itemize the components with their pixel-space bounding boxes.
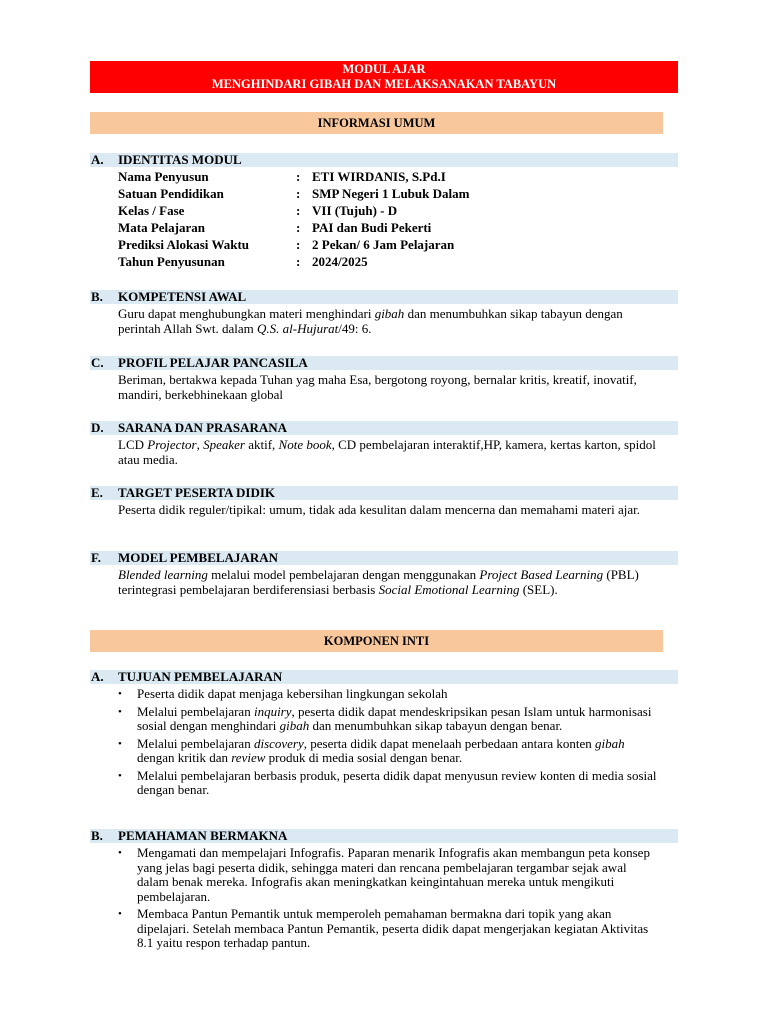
heading-letter: B.: [91, 828, 103, 843]
identity-label: Tahun Penyusunan: [118, 254, 225, 269]
identity-colon: :: [296, 203, 301, 218]
identity-label: Kelas / Fase: [118, 203, 185, 218]
text-run: melalui model pembelajaran dengan menggunakan: [207, 567, 480, 582]
list-item: [118, 737, 658, 766]
italic-run: gibah: [595, 735, 625, 751]
text-run: dengan kritik dan: [137, 750, 232, 765]
heading-text: MODEL PEMBELAJARAN: [118, 550, 278, 565]
heading-letter: A.: [91, 152, 104, 167]
bullet-icon: •: [118, 769, 122, 782]
italic-run: Social Emotional Learning: [378, 581, 520, 597]
text-run: , CD pembelajaran interaktif,HP, kamera, kertas karton, spidol atau media.: [118, 437, 656, 467]
text-run: Melalui pembelajaran: [137, 735, 254, 751]
identity-colon: :: [296, 186, 301, 201]
text-run: LCD: [118, 437, 148, 452]
heading-letter: F.: [91, 550, 101, 565]
italic-run: Project Based Learning: [479, 567, 604, 582]
italic-run: Note book: [278, 437, 332, 452]
target-paragraph: Peserta didik reguler/tipikal: umum, tidak ada kesulitan dalam mencerna dan memahami materi ajar.: [118, 502, 640, 517]
identity-label: Satuan Pendidikan: [118, 186, 224, 201]
identity-label: Prediksi Alokasi Waktu: [118, 237, 250, 252]
identity-value: ETI WIRDANIS, S.Pd.I: [312, 169, 446, 184]
kompetensi-paragraph: [118, 307, 658, 336]
text-run: produk di media sosial dengan benar.: [265, 750, 463, 765]
heading-text: PROFIL PELAJAR PANCASILA: [118, 355, 308, 370]
heading-text: IDENTITAS MODUL: [118, 152, 242, 167]
heading-letter: D.: [91, 420, 104, 435]
identity-colon: :: [296, 220, 301, 235]
heading-text: SARANA DAN PRASARANA: [118, 420, 288, 435]
italic-run: gibah: [279, 718, 310, 733]
bullet-icon: •: [118, 705, 122, 718]
bullet-icon: •: [118, 737, 122, 750]
italic-run: Projector: [147, 437, 197, 452]
text-run: aktif,: [244, 437, 279, 452]
identity-colon: :: [296, 254, 301, 269]
bullet-icon: •: [118, 908, 122, 920]
list-item: [118, 769, 658, 798]
text-run: Guru dapat menghubungkan materi menghindari: [118, 306, 375, 321]
text-run: , peserta didik dapat menelaah perbedaan antara konten: [303, 735, 596, 751]
text-run: dan menumbuhkan sikap tabayun dengan benar.: [309, 718, 563, 733]
text-run: ,: [196, 437, 204, 452]
text-run: Peserta didik dapat menjaga kebersihan lingkungan sekolah: [137, 686, 448, 701]
text-run: Membaca Pantun Pemantik untuk memperoleh pemahaman bermakna dari topik yang akan dipelajari. Setelah membaca Pantun Pemantik, peserta didik dapat mengerjakan kegiatan Aktivitas 8.1 yaitu respon terhadap pantun.: [137, 906, 649, 950]
heading-letter: A.: [91, 669, 104, 684]
identity-value: SMP Negeri 1 Lubuk Dalam: [312, 186, 470, 201]
section-komponen-inti: KOMPONEN INTI: [90, 630, 663, 652]
sarana-paragraph: [118, 438, 658, 467]
identity-value: VII (Tujuh) - D: [312, 203, 398, 218]
identity-colon: :: [296, 169, 301, 184]
tujuan-list: [118, 687, 658, 801]
italic-run: Blended learning: [118, 567, 208, 582]
module-title-banner: [90, 61, 678, 93]
identity-label: Mata Pelajaran: [118, 220, 206, 235]
heading-letter: E.: [91, 485, 103, 500]
text-run: Mengamati dan mempelajari Infografis. Paparan menarik Infografis akan membangun peta konsep yang jelas bagi peserta didik, sehingga materi dan rencana pembelajaran tergambar sejak awal dalam benak mereka. Infografis akan meningkatkan keingintahuan mereka untuk mengikuti pembelajaran.: [137, 845, 650, 904]
text-run: /49: 6.: [338, 320, 372, 336]
heading-text: KOMPETENSI AWAL: [118, 289, 247, 304]
heading-letter: B.: [91, 289, 103, 304]
heading-text: TUJUAN PEMBELAJARAN: [118, 669, 283, 684]
text-run: Melalui pembelajaran: [137, 703, 254, 719]
identity-colon: :: [296, 237, 301, 252]
bullet-icon: •: [118, 688, 122, 700]
heading-sarana-prasarana: [90, 421, 678, 435]
italic-run: review: [231, 750, 266, 765]
heading-tujuan-pembelajaran: [90, 670, 678, 684]
heading-profil-pelajar: [90, 356, 678, 370]
italic-run: discovery: [253, 735, 304, 751]
italic-run: Speaker: [203, 437, 245, 452]
text-run: Melalui pembelajaran berbasis produk, peserta didik dapat menyusun review konten di media sosial dengan benar.: [137, 767, 657, 797]
bullet-icon: •: [118, 847, 122, 859]
identity-value: 2024/2025: [312, 254, 368, 269]
heading-model-pembelajaran: [90, 551, 678, 565]
italic-run: inquiry: [253, 703, 292, 719]
model-paragraph: [118, 568, 658, 597]
section-informasi-umum: INFORMASI UMUM: [90, 112, 663, 134]
text-run: dan menumbuhkan sikap tabayun dengan perintah Allah Swt. dalam: [118, 306, 623, 336]
list-item: [118, 907, 658, 951]
identity-value: 2 Pekan/ 6 Jam Pelajaran: [312, 237, 455, 252]
module-title-line2: MENGHINDARI GIBAH DAN MELAKSANAKAN TABAYUN: [211, 77, 557, 91]
text-run: (SEL).: [519, 581, 558, 597]
list-item: [118, 846, 658, 904]
heading-text: PEMAHAMAN BERMAKNA: [118, 828, 288, 843]
profil-paragraph: Beriman, bertakwa kepada Tuhan yag maha Esa, bergotong royong, bernalar kritis, kreatif, inovatif, mandiri, berkebhinekaan global: [118, 372, 637, 402]
heading-kompetensi-awal: [90, 290, 678, 304]
identity-value: PAI dan Budi Pekerti: [312, 220, 432, 235]
heading-text: TARGET PESERTA DIDIK: [118, 485, 276, 500]
heading-target-peserta: [90, 486, 678, 500]
italic-run: Q.S. al-Hujurat: [257, 320, 339, 336]
pemahaman-list: [118, 846, 658, 954]
heading-letter: C.: [91, 355, 104, 370]
identity-label: Nama Penyusun: [118, 169, 209, 184]
heading-identitas-modul: [90, 153, 678, 167]
text-run: , peserta didik dapat mendeskripsikan pesan Islam untuk harmonisasi sosial dengan menghindari: [137, 703, 652, 733]
italic-run: gibah: [374, 306, 405, 321]
module-title-line1: MODUL AJAR: [342, 62, 426, 76]
list-item: [118, 687, 658, 702]
list-item: [118, 705, 658, 734]
text-run: (PBL) terintegrasi pembelajaran berdiferensiasi berbasis: [118, 567, 639, 597]
heading-pemahaman-bermakna: [90, 829, 678, 843]
